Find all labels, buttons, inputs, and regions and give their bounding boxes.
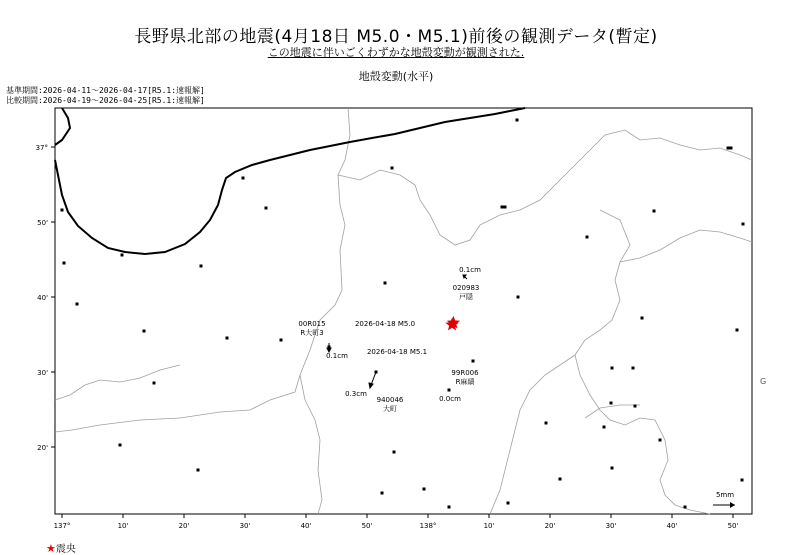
station-marker <box>653 210 656 213</box>
station-00R015-name: R大町3 <box>300 329 324 337</box>
station-marker <box>504 206 507 209</box>
station-marker <box>659 439 662 442</box>
station-marker <box>197 469 200 472</box>
x-axis-ticks <box>54 514 739 530</box>
station-marker <box>280 339 283 342</box>
x-tick-label: 10' <box>483 522 495 530</box>
station-940046-vector-label: 0.3cm <box>345 390 367 398</box>
station-marker <box>121 254 124 257</box>
legend <box>46 540 76 555</box>
scale-label: 5mm <box>715 491 735 499</box>
reference-period: 基準期間:2026-04-11〜2026-04-17[R5.1:速報解] <box>6 86 205 95</box>
station-marker <box>742 223 745 226</box>
station-marker <box>381 492 384 495</box>
station-020983-code: 020983 <box>452 284 480 292</box>
station-marker <box>423 488 426 491</box>
station-marker <box>226 337 229 340</box>
station-marker <box>730 147 733 150</box>
station-marker <box>501 206 504 209</box>
station-marker <box>507 502 510 505</box>
x-tick-label: 138° <box>419 522 437 530</box>
station-99R006-vector-label: 0.0cm <box>439 395 461 403</box>
subtitle-text: この地震に伴いごくわずかな地殻変動が観測された. <box>267 46 525 59</box>
y-tick-label: 50' <box>37 219 48 227</box>
station-marker <box>586 236 589 239</box>
x-tick-label: 20' <box>178 522 190 530</box>
y-tick-label: 20' <box>37 444 48 452</box>
y-tick-label: 37° <box>35 144 48 152</box>
station-940046-name: 大町 <box>383 405 397 413</box>
station-marker <box>448 389 451 392</box>
station-marker <box>119 444 122 447</box>
station-marker <box>391 167 394 170</box>
x-tick-label: 40' <box>300 522 312 530</box>
x-tick-label: 137° <box>53 522 71 530</box>
y-axis-ticks <box>36 144 55 452</box>
station-940046-code: 940046 <box>376 396 404 404</box>
y-tick-label: 30' <box>37 369 48 377</box>
station-marker <box>153 382 156 385</box>
epicenter-legend-label: 震央 <box>55 544 76 555</box>
x-tick-label: 20' <box>544 522 556 530</box>
x-tick-label: 10' <box>117 522 129 530</box>
station-marker <box>632 367 635 370</box>
station-marker <box>61 209 64 212</box>
station-marker <box>641 317 644 320</box>
station-marker <box>603 426 606 429</box>
x-tick-label: 30' <box>605 522 617 530</box>
station-marker <box>63 262 66 265</box>
x-tick-label: 40' <box>666 522 678 530</box>
station-marker <box>741 479 744 482</box>
x-tick-label: 50' <box>361 522 373 530</box>
map-edge-glyph: G <box>760 377 767 386</box>
station-99R006-code: 99R006 <box>451 369 479 377</box>
map-frame <box>55 108 752 514</box>
station-marker <box>448 506 451 509</box>
station-marker <box>393 451 396 454</box>
station-marker <box>684 506 687 509</box>
station-020983-vector-label: 0.1cm <box>459 266 481 274</box>
station-marker <box>545 422 548 425</box>
station-marker <box>517 296 520 299</box>
epicenter-label-m50: 2026-04-18 M5.0 <box>354 320 416 328</box>
station-00R015-code: 00R015 <box>298 320 326 328</box>
station-marker <box>736 329 739 332</box>
x-tick-label: 50' <box>727 522 739 530</box>
epicenter-legend-icon: ★ <box>46 542 56 555</box>
station-marker <box>265 207 268 210</box>
station-marker <box>143 330 146 333</box>
station-marker <box>727 147 730 150</box>
station-marker <box>200 265 203 268</box>
y-tick-label: 40' <box>37 294 48 302</box>
station-marker <box>472 360 475 363</box>
map-title: 地殻変動(水平) <box>358 70 434 83</box>
station-marker <box>611 367 614 370</box>
station-marker <box>76 303 79 306</box>
station-marker <box>610 402 613 405</box>
station-marker <box>384 282 387 285</box>
comparison-period: 比較期間:2026-04-19〜2026-04-25[R5.1:速報解] <box>6 96 205 105</box>
station-marker <box>242 177 245 180</box>
station-marker <box>634 405 637 408</box>
x-tick-label: 30' <box>239 522 251 530</box>
epicenter-label-m51: 2026-04-18 M5.1 <box>366 348 428 356</box>
station-marker <box>559 478 562 481</box>
station-00R015-vector-label: 0.1cm <box>326 352 348 360</box>
station-marker <box>611 467 614 470</box>
page-title: 長野県北部の地震(4月18日 M5.0・M5.1)前後の観測データ(暫定) <box>134 27 658 47</box>
station-marker <box>516 119 519 122</box>
station-020983-name: 戸隠 <box>459 293 473 301</box>
station-99R006-name: R麻績 <box>455 378 475 386</box>
